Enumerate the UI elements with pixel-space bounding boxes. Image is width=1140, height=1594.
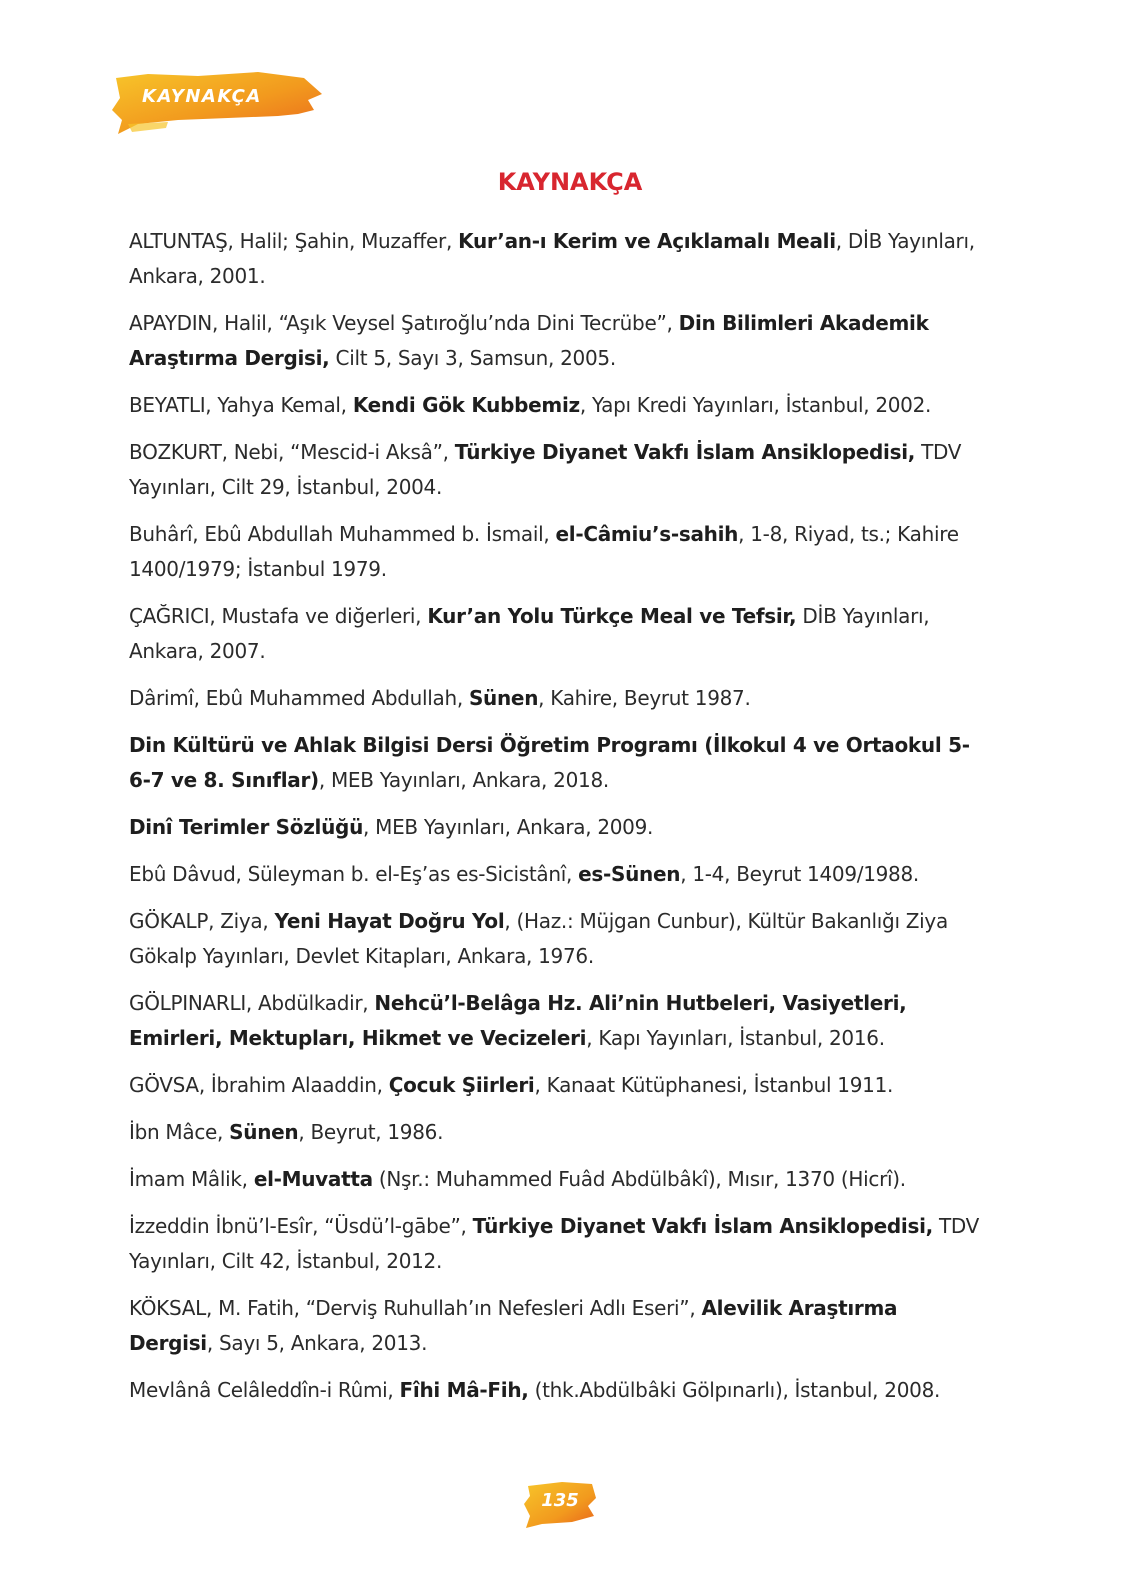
reference-text: İzzeddin İbnü’l-Esîr, “Üsdü’l-gābe”, [129,1214,473,1238]
reference-text: Dârimî, Ebû Muhammed Abdullah, [129,686,469,710]
reference-text: BOZKURT, Nebi, “Mescid-i Aksâ”, [129,440,455,464]
reference-title: Kur’an Yolu Türkçe Meal ve Tefsir, [427,604,797,628]
reference-text: , Beyrut, 1986. [298,1120,444,1144]
reference-entry [129,306,985,376]
reference-title: el-Câmiu’s-sahih [555,522,739,546]
reference-title: Nehcü’l-Belâga Hz. Ali’nin Hutbeleri, Vasiyetleri, Emirleri, Mektupları, Hikmet ve Vecizeleri [129,991,907,1050]
reference-text: (Nşr.: Muhammed Fuâd Abdülbâkî), Mısır, 1370 (Hicrî). [372,1167,906,1191]
reference-title: Kur’an-ı Kerim ve Açıklamalı Meali [458,229,836,253]
reference-text: , Sayı 5, Ankara, 2013. [206,1331,428,1355]
reference-text: , Yapı Kredi Yayınları, İstanbul, 2002. [579,393,932,417]
reference-title: Sünen [468,686,539,710]
reference-title: es-Sünen [578,862,681,886]
section-badge-label: KAYNAKÇA [142,86,262,107]
reference-text: , Kanaat Kütüphanesi, İstanbul 1911. [534,1073,894,1097]
reference-text: GÖLPINARLI, Abdülkadir, [129,991,375,1015]
reference-text: , 1-4, Beyrut 1409/1988. [680,862,919,886]
reference-text: (thk.Abdülbâki Gölpınarlı), İstanbul, 2008. [528,1378,941,1402]
reference-entry [129,388,985,423]
page-title: KAYNAKÇA [497,168,643,196]
page-number: 135 [541,1490,579,1511]
reference-text: , 1-8, Riyad, ts.; Kahire 1400/1979; İstanbul 1979. [129,522,959,581]
reference-text: , Kahire, Beyrut 1987. [538,686,751,710]
reference-title: Yeni Hayat Doğru Yol [274,909,505,933]
reference-entry [129,728,985,798]
reference-entry [129,1209,985,1279]
reference-title: Alevilik Araştırma Dergisi [129,1296,898,1355]
reference-text: BEYATLI, Yahya Kemal, [129,393,353,417]
reference-text: KÖKSAL, M. Fatih, “Derviş Ruhullah’ın Nefesleri Adlı Eseri”, [129,1296,702,1320]
reference-title: Çocuk Şiirleri [388,1073,535,1097]
reference-title: Kendi Gök Kubbemiz [352,393,580,417]
reference-entry [129,1115,985,1150]
reference-entry [129,435,985,505]
reference-text: , DİB Yayınları, Ankara, 2001. [129,229,975,288]
reference-text: , MEB Yayınları, Ankara, 2018. [318,768,609,792]
reference-title: Sünen [229,1120,299,1144]
reference-text: , (Haz.: Müjgan Cunbur), Kültür Bakanlığı Ziya Gökalp Yayınları, Devlet Kitapları, Ankara, 1976. [129,909,948,968]
reference-text: GÖVSA, İbrahim Alaaddin, [129,1073,389,1097]
reference-title: Din Kültürü ve Ahlak Bilgisi Dersi Öğretim Programı (İlkokul 4 ve Ortaokul 5-6-7 ve 8. Sınıflar) [129,733,970,792]
reference-title: Fîhi Mâ-Fih, [399,1378,529,1402]
reference-entry [129,224,985,294]
reference-list [129,224,985,1420]
reference-entry [129,517,985,587]
reference-title: Türkiye Diyanet Vakfı İslam Ansiklopedisi, [472,1214,933,1238]
reference-entry [129,986,985,1056]
reference-text: GÖKALP, Ziya, [129,909,275,933]
reference-entry [129,810,985,845]
reference-title: el-Muvatta [253,1167,373,1191]
reference-entry [129,1373,985,1408]
reference-text: DİB Yayınları, Ankara, 2007. [129,604,930,663]
reference-title: Dinî Terimler Sözlüğü [129,815,364,839]
reference-entry [129,1162,985,1197]
reference-text: İbn Mâce, [129,1120,230,1144]
reference-text: Cilt 5, Sayı 3, Samsun, 2005. [329,346,616,370]
reference-text: , MEB Yayınları, Ankara, 2009. [363,815,654,839]
reference-entry [129,904,985,974]
reference-entry [129,1068,985,1103]
reference-title: Din Bilimleri Akademik Araştırma Dergisi, [129,311,929,370]
reference-text: TDV Yayınları, Cilt 29, İstanbul, 2004. [129,440,962,499]
reference-text: Ebû Dâvud, Süleyman b. el-Eş’as es-Sicistânî, [129,862,579,886]
reference-text: , Kapı Yayınları, İstanbul, 2016. [586,1026,885,1050]
reference-entry [129,1291,985,1361]
reference-entry [129,599,985,669]
reference-text: İmam Mâlik, [129,1167,254,1191]
reference-text: ALTUNTAŞ, Halil; Şahin, Muzaffer, [129,229,459,253]
reference-entry [129,857,985,892]
reference-text: ÇAĞRICI, Mustafa ve diğerleri, [129,604,428,628]
section-badge [108,64,324,144]
reference-entry [129,681,985,716]
reference-text: Mevlânâ Celâleddîn-i Rûmi, [129,1378,400,1402]
reference-text: Buhârî, Ebû Abdullah Muhammed b. İsmail, [129,522,556,546]
page-number-badge [522,1476,598,1532]
reference-title: Türkiye Diyanet Vakfı İslam Ansiklopedisi, [454,440,916,464]
reference-text: TDV Yayınları, Cilt 42, İstanbul, 2012. [129,1214,980,1273]
reference-text: APAYDIN, Halil, “Aşık Veysel Şatıroğlu’nda Dini Tecrübe”, [129,311,679,335]
